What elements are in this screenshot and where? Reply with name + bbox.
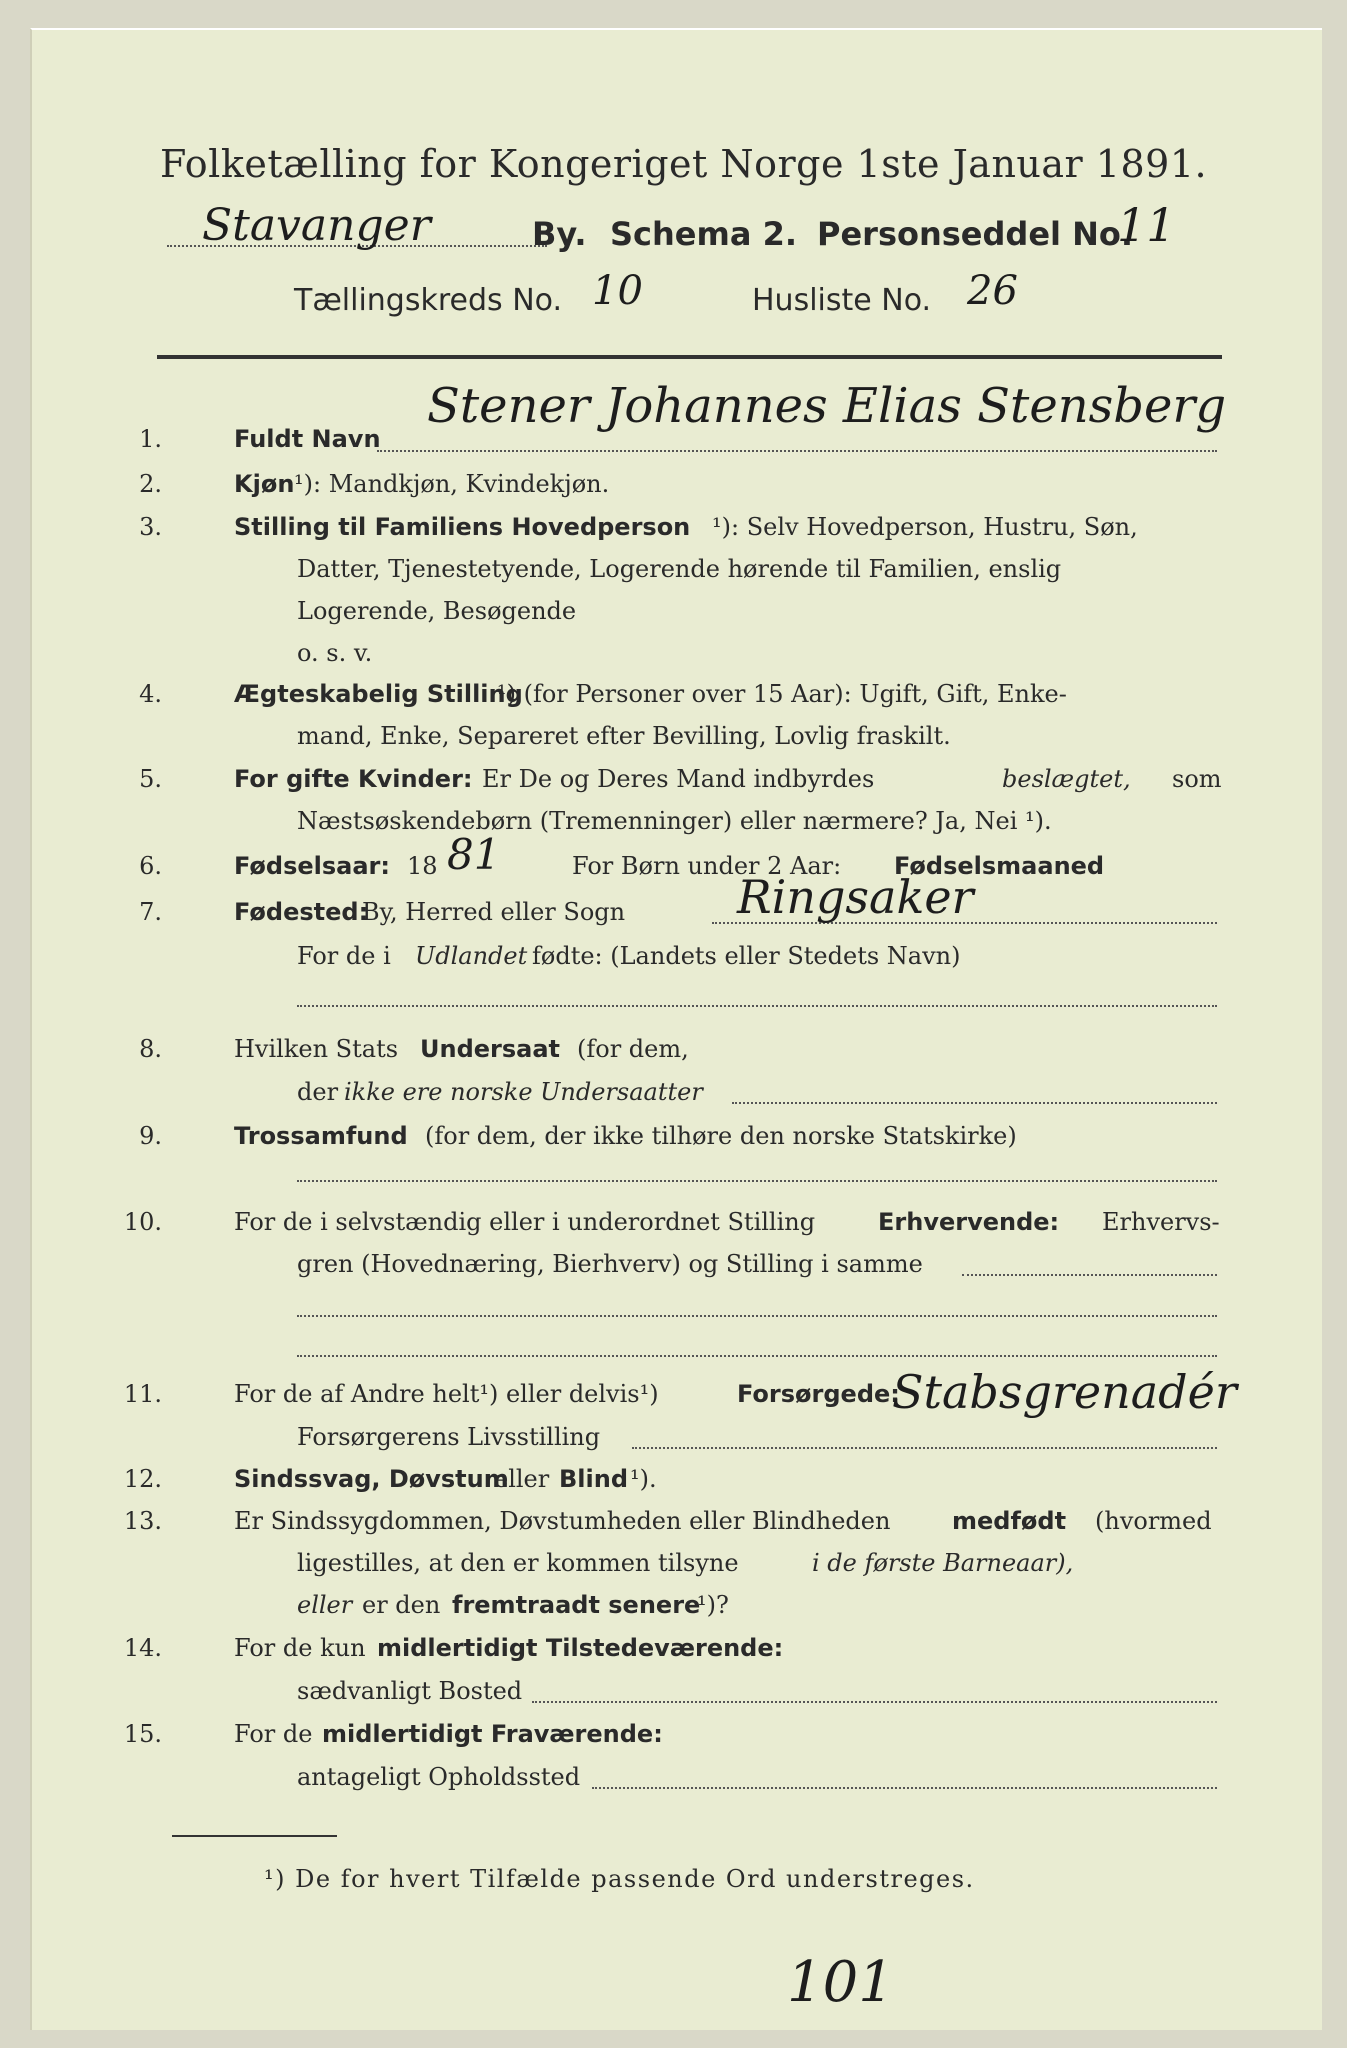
fravaerende-text: For de (234, 1720, 313, 1748)
stilling-options-line3: Logerende, Besøgende (297, 597, 577, 625)
erhverv-line2: gren (Hovednæring, Bierhverv) og Stilling i samme (297, 1250, 923, 1278)
undersaat-line2-italic: ikke ere norske Undersaatter (344, 1078, 703, 1106)
item-number: 13. (123, 1507, 162, 1535)
footnote-rule (172, 1835, 337, 1837)
trossamfund-text: (for dem, der ikke tilhøre den norske Statskirke) (425, 1122, 1017, 1150)
undersaat-label: Undersaat (420, 1035, 561, 1063)
blind-label: Blind (559, 1465, 629, 1493)
kreds-label: Tællingskreds No. (294, 283, 562, 318)
erhverv-label: Erhvervende: (878, 1208, 1060, 1236)
forsorgede-value: Stabsgrenadér (892, 1365, 1237, 1419)
udland-line (297, 1005, 1217, 1007)
footnote: ¹) De for hvert Tilfælde passende Ord understreges. (264, 1865, 975, 1893)
fodested-value: Ringsaker (737, 870, 974, 924)
forsorgede-label: Forsørgede: (737, 1380, 900, 1408)
item-number: 3. (139, 513, 162, 541)
census-form (30, 28, 1322, 2030)
udland-tail: fødte: (Landets eller Stedets Navn) (532, 942, 961, 970)
kjon-label: Kjøn (234, 470, 295, 498)
fremtraadt-label: fremtraadt senere (452, 1591, 701, 1619)
husliste-number: 26 (967, 268, 1018, 314)
opholdssted-line (592, 1787, 1217, 1789)
aegteskab-label: Ægteskabelig Stilling (234, 680, 523, 708)
gifte-kvinder-italic: beslægtet, (1002, 765, 1131, 793)
form-title: Folketælling for Kongeriget Norge 1ste Januar 1891. (160, 142, 1208, 186)
stilling-options-line4: o. s. v. (297, 639, 373, 667)
header-rule (157, 355, 1222, 359)
erhverv-text: For de i selvstændig eller i underordnet Stilling (234, 1208, 816, 1236)
medfodt-line2-italic: i de første Barneaar), (812, 1549, 1074, 1577)
stilling-options-line2: Datter, Tjenestetyende, Logerende hørende til Familien, enslig (297, 555, 1062, 583)
sindssvag-eller: eller (494, 1465, 550, 1493)
blind-tail: ¹). (630, 1465, 657, 1493)
item-number: 6. (139, 852, 162, 880)
medfodt-label: medfødt (952, 1507, 1067, 1535)
medfodt-text: Er Sindssygdommen, Døvstumheden eller Blindheden (234, 1507, 891, 1535)
item-number: 12. (123, 1465, 162, 1493)
full-name-line (377, 450, 1217, 452)
gifte-kvinder-text: Er De og Deres Mand indbyrdes (482, 765, 875, 793)
erhverv-dots-1 (962, 1274, 1217, 1276)
item-number: 15. (123, 1720, 162, 1748)
item-number: 10. (123, 1208, 162, 1236)
full-name-label: Fuldt Navn (234, 425, 381, 453)
bosted-label: sædvanligt Bosted (297, 1677, 523, 1705)
tilstede-text: For de kun (234, 1634, 366, 1662)
aegteskab-options: ¹) (for Personer over 15 Aar): Ugift, Gift, Enke- (497, 680, 1067, 708)
personseddel-number: 11 (1117, 198, 1176, 252)
page-number-handwritten: 101 (787, 1950, 894, 2015)
forsorger-livsstilling: Forsørgerens Livsstilling (297, 1423, 601, 1451)
medfodt-line3-eller: eller (297, 1591, 353, 1619)
item-number: 14. (123, 1634, 162, 1662)
forsorgede-text: For de af Andre helt¹) eller delvis¹) (234, 1380, 659, 1408)
forsorger-line (632, 1447, 1217, 1449)
erhverv-tail: Erhvervs- (1102, 1208, 1220, 1236)
born-under-label: For Børn under 2 Aar: (572, 852, 842, 880)
fodselsaar-value: 81 (447, 830, 501, 879)
schema-label: Schema 2. (610, 215, 797, 253)
medfodt-line2: ligestilles, at den er kommen tilsyne (297, 1549, 739, 1577)
erhverv-dots-2 (297, 1315, 1217, 1317)
item-number: 2. (139, 470, 162, 498)
undersaat-line2-prefix: der (297, 1078, 339, 1106)
udland-italic: Udlandet (415, 942, 528, 970)
fremtraadt-tail: ¹)? (697, 1591, 729, 1619)
item-number: 4. (139, 680, 162, 708)
item-number: 1. (139, 425, 162, 453)
item-number: 5. (139, 765, 162, 793)
personseddel-label: Personseddel No. (817, 215, 1134, 253)
fodselsaar-label: Fødselsaar: (234, 852, 390, 880)
kreds-number: 10 (592, 268, 643, 314)
udland-prefix: For de i (297, 942, 391, 970)
opholdssted-label: antageligt Opholdssted (297, 1763, 581, 1791)
trossamfund-label: Trossamfund (234, 1122, 408, 1150)
undersaat-tail: (for dem, (577, 1035, 689, 1063)
gifte-kvinder-label: For gifte Kvinder: (234, 765, 473, 793)
item-number: 11. (123, 1380, 162, 1408)
kjon-options: ¹): Mandkjøn, Kvindekjøn. (294, 470, 610, 498)
trossamfund-line (297, 1180, 1217, 1182)
fodested-options: By, Herred eller Sogn (362, 898, 626, 926)
full-name-value: Stener Johannes Elias Stensberg (427, 378, 1227, 434)
husliste-label: Husliste No. (752, 283, 932, 318)
fodselsaar-prefix: 18 (407, 852, 438, 880)
bosted-line (532, 1701, 1217, 1703)
stilling-label: Stilling til Familiens Hovedperson (234, 513, 691, 541)
item-number: 8. (139, 1035, 162, 1063)
stilling-options: ¹): Selv Hovedperson, Hustru, Søn, (712, 513, 1138, 541)
item-number: 7. (139, 898, 162, 926)
gifte-kvinder-tail: som (1172, 765, 1222, 793)
fodested-label: Fødested: (234, 898, 369, 926)
gifte-kvinder-line2: Næstsøskendebørn (Tremenninger) eller nærmere? Ja, Nei ¹). (297, 807, 1052, 835)
aegteskab-options-line2: mand, Enke, Separeret efter Bevilling, Lovlig fraskilt. (297, 722, 951, 750)
tilstede-label: midlertidigt Tilstedeværende: (377, 1634, 784, 1662)
city-handwritten: Stavanger (202, 200, 431, 251)
item-number: 9. (139, 1122, 162, 1150)
sindssvag-label: Sindssvag, Døvstum (234, 1465, 509, 1493)
by-label: By. (532, 215, 587, 253)
undersaat-line (732, 1102, 1217, 1104)
medfodt-line3-text: er den (362, 1591, 441, 1619)
erhverv-dots-3 (297, 1355, 1217, 1357)
medfodt-tail: (hvormed (1095, 1507, 1212, 1535)
fravaerende-label: midlertidigt Fraværende: (322, 1720, 663, 1748)
undersaat-prefix: Hvilken Stats (234, 1035, 399, 1063)
fodselsmaaned-label: Fødselsmaaned (894, 852, 1105, 880)
